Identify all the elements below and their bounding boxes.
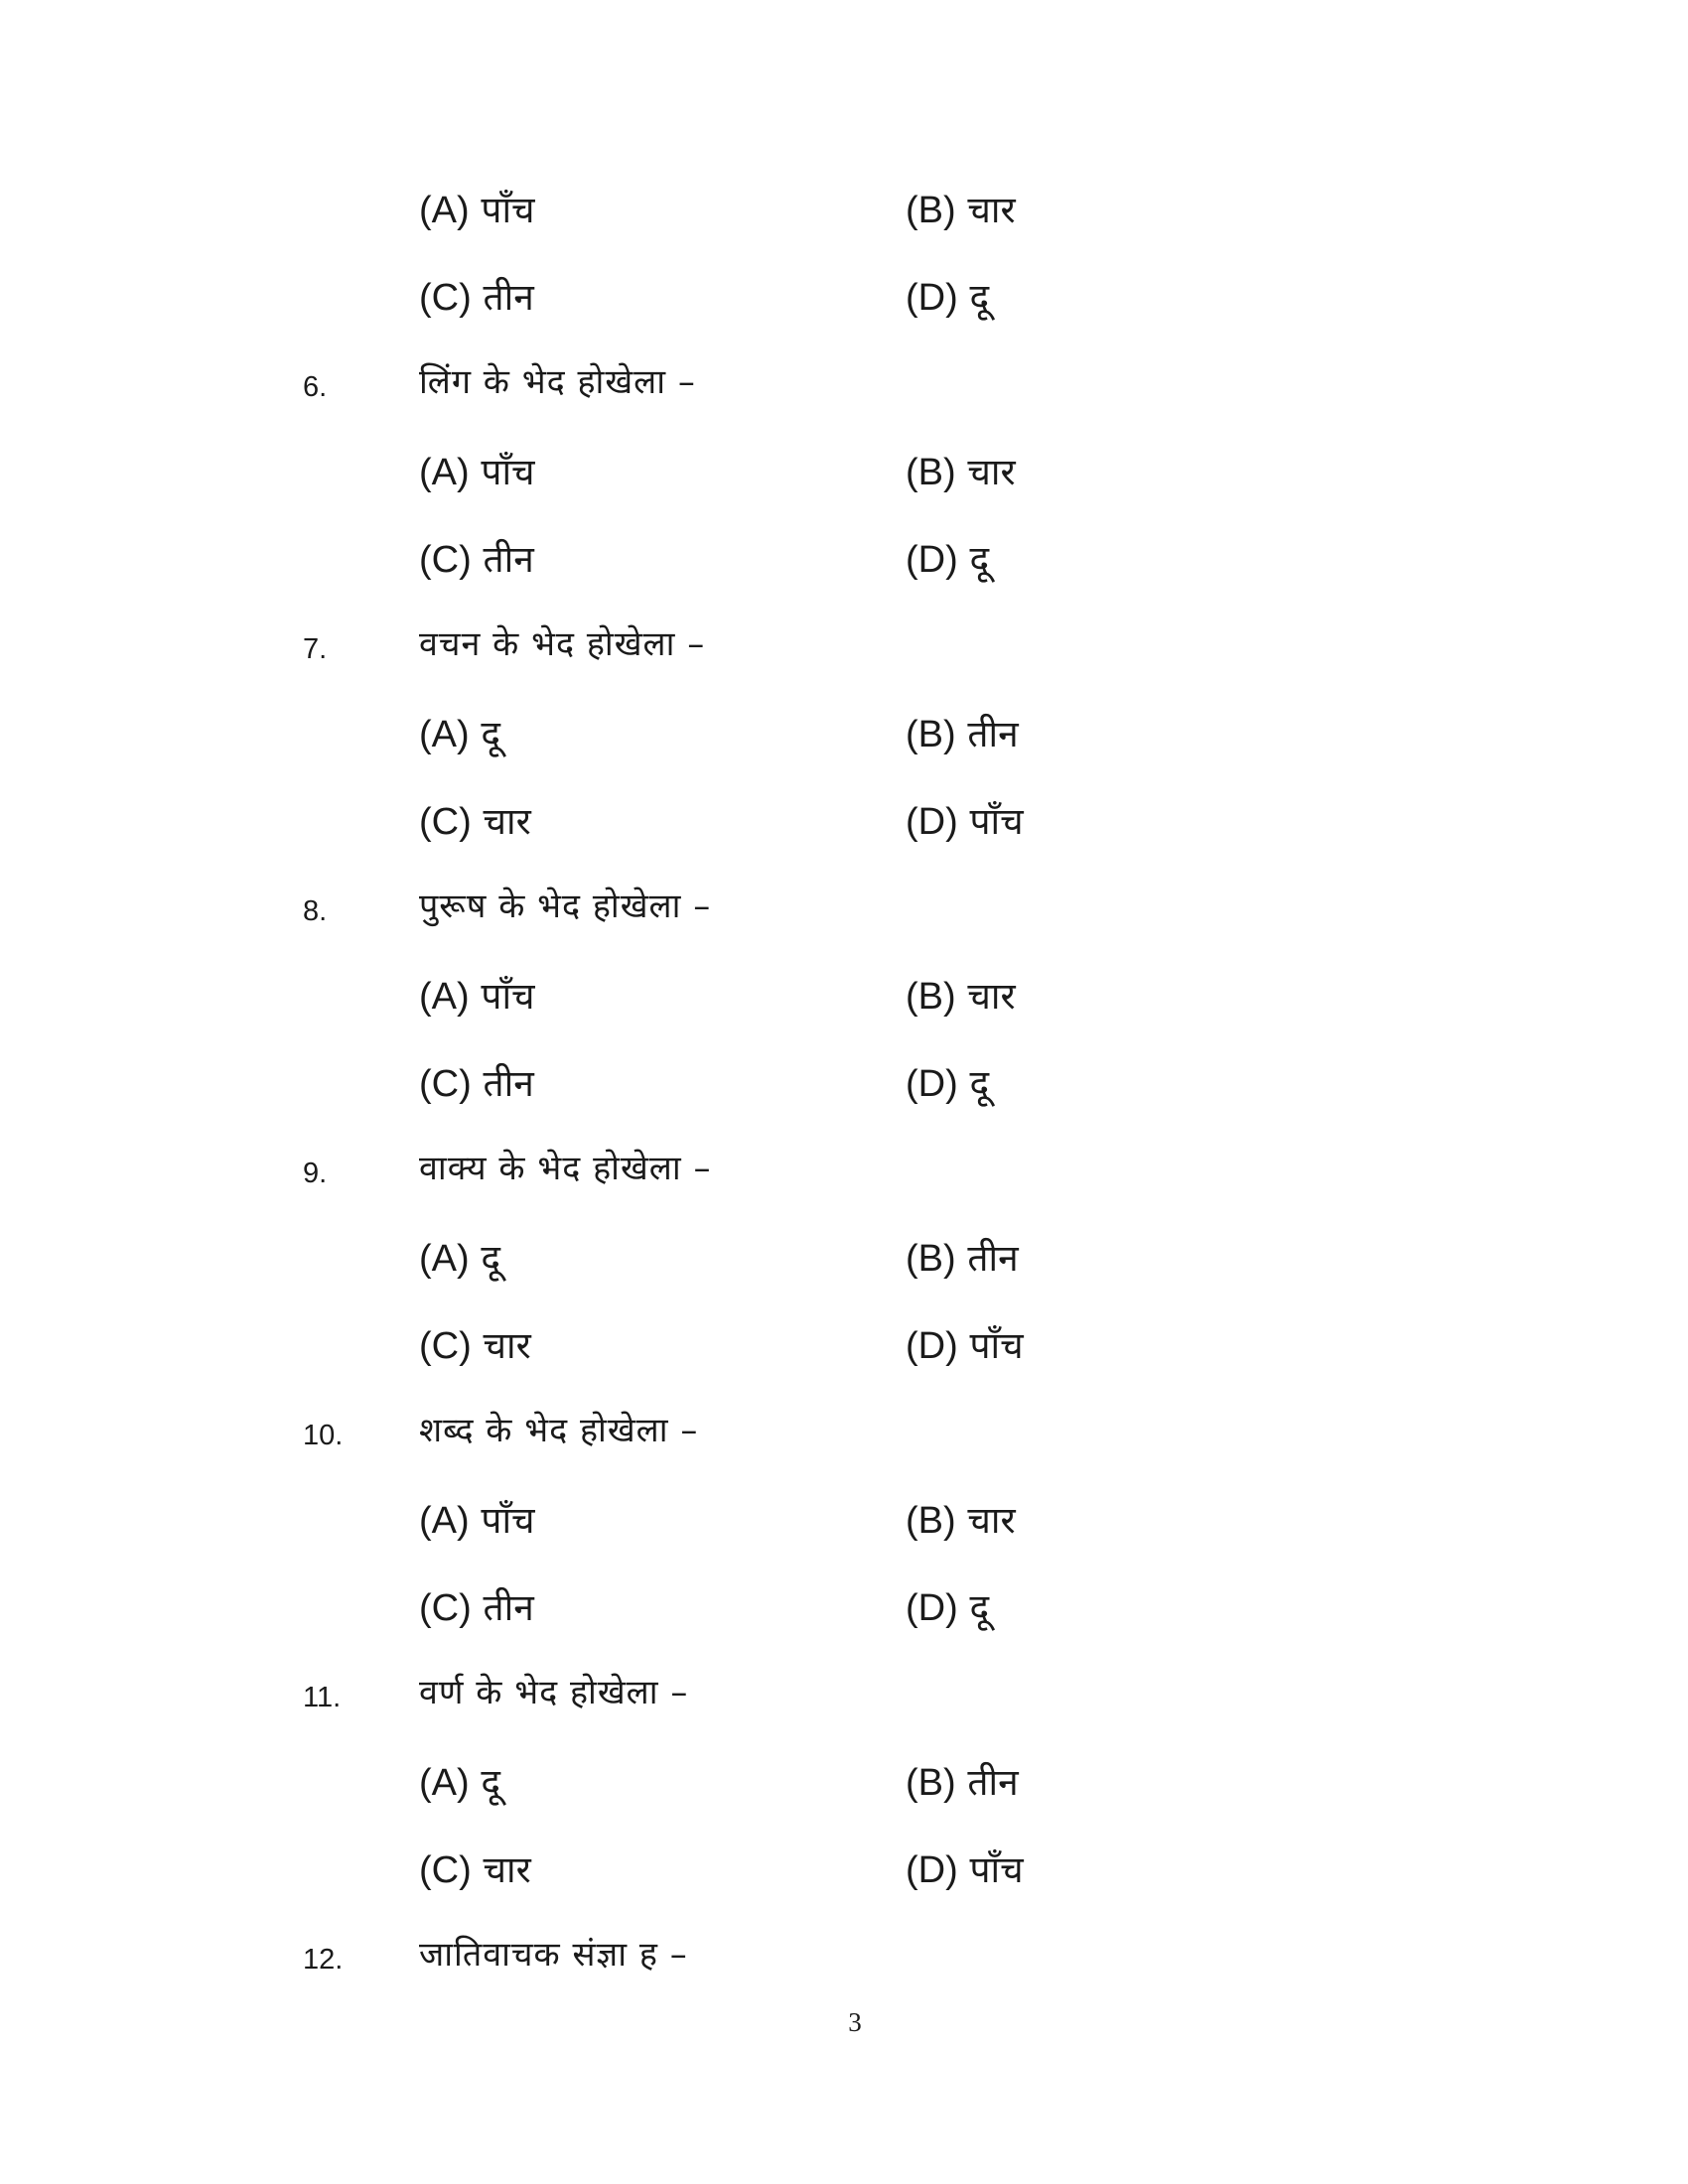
option-text: चार (483, 1848, 531, 1891)
option-text: पाँच (969, 1324, 1024, 1367)
option-d (906, 1580, 989, 1631)
option-row (0, 707, 1688, 766)
option-row (0, 969, 1688, 1028)
page-number: 3 (848, 2007, 862, 2037)
option-text: दू (969, 538, 990, 581)
question-row (0, 882, 1688, 941)
option-text: दू (969, 276, 990, 319)
option-label: (D) (906, 1849, 958, 1891)
option-label: (D) (906, 1063, 958, 1105)
question-text: शब्द के भेद होखेला – (419, 1411, 699, 1450)
option-c (419, 794, 531, 845)
option-label: (A) (419, 1762, 470, 1804)
option-b (906, 969, 1016, 1020)
option-text: पाँच (481, 189, 535, 231)
question-row (0, 619, 1688, 679)
option-label: (A) (419, 1238, 470, 1280)
option-label: (A) (419, 190, 470, 231)
question-number: 10. (303, 1420, 344, 1451)
option-row (0, 445, 1688, 504)
option-d (906, 794, 1024, 845)
option-d (906, 1843, 1024, 1893)
option-text: चार (967, 975, 1016, 1018)
option-text: दू (481, 1761, 501, 1804)
question-text: वचन के भेद होखेला – (419, 624, 706, 664)
option-text: चार (483, 800, 531, 843)
option-a (419, 1755, 500, 1806)
option-label: (C) (419, 1063, 472, 1105)
question-number: 6. (303, 371, 328, 403)
option-text: तीन (483, 1062, 534, 1105)
option-text: दू (481, 1237, 501, 1280)
question-text: लिंग के भेद होखेला – (419, 362, 696, 402)
option-c (419, 1318, 531, 1369)
option-label: (A) (419, 1500, 470, 1542)
question-number: 8. (303, 895, 328, 927)
option-text: चार (967, 1499, 1016, 1542)
question-text: वाक्य के भेद होखेला – (419, 1149, 712, 1188)
option-label: (B) (906, 190, 956, 231)
option-a (419, 1231, 500, 1282)
option-label: (B) (906, 452, 956, 493)
option-text: तीन (483, 1586, 534, 1629)
option-a (419, 707, 500, 757)
option-label: (D) (906, 1325, 958, 1367)
option-row (0, 1755, 1688, 1815)
option-row (0, 1580, 1688, 1640)
option-label: (D) (906, 277, 958, 319)
option-row (0, 1231, 1688, 1291)
option-text: तीन (967, 1761, 1019, 1804)
option-d (906, 1318, 1024, 1369)
option-d (906, 532, 989, 583)
option-b (906, 707, 1019, 757)
option-a (419, 445, 535, 495)
option-d (906, 1056, 989, 1107)
option-label: (A) (419, 976, 470, 1018)
option-label: (A) (419, 714, 470, 755)
option-c (419, 270, 534, 321)
option-row (0, 794, 1688, 854)
option-text: पाँच (969, 800, 1024, 843)
option-label: (D) (906, 1587, 958, 1629)
option-text: तीन (967, 1237, 1019, 1280)
option-c (419, 1056, 534, 1107)
question-number: 12. (303, 1944, 344, 1976)
option-text: तीन (967, 713, 1019, 755)
option-b (906, 1231, 1019, 1282)
option-c (419, 532, 534, 583)
option-row (0, 1843, 1688, 1902)
option-row (0, 183, 1688, 242)
option-label: (C) (419, 1325, 472, 1367)
option-row (0, 1056, 1688, 1116)
option-text: चार (967, 189, 1016, 231)
question-number: 11. (303, 1682, 342, 1713)
option-a (419, 1493, 535, 1544)
option-a (419, 183, 535, 233)
option-text: दू (481, 713, 501, 755)
option-text: तीन (483, 276, 534, 319)
option-label: (C) (419, 277, 472, 319)
option-text: दू (969, 1586, 990, 1629)
option-row (0, 270, 1688, 330)
question-row (0, 1930, 1688, 1989)
option-c (419, 1843, 531, 1893)
question-row (0, 1144, 1688, 1203)
question-row (0, 357, 1688, 417)
option-label: (B) (906, 976, 956, 1018)
option-text: पाँच (481, 451, 535, 493)
option-row (0, 532, 1688, 592)
option-text: तीन (483, 538, 534, 581)
option-b (906, 1493, 1016, 1544)
option-c (419, 1580, 534, 1631)
option-text: चार (967, 451, 1016, 493)
option-label: (B) (906, 1500, 956, 1542)
option-text: दू (969, 1062, 990, 1105)
option-label: (C) (419, 1587, 472, 1629)
question-text: जातिवाचक संज्ञा ह – (419, 1935, 688, 1975)
option-label: (B) (906, 1238, 956, 1280)
option-label: (C) (419, 801, 472, 843)
option-b (906, 445, 1016, 495)
option-label: (C) (419, 1849, 472, 1891)
option-label: (C) (419, 539, 472, 581)
question-number: 9. (303, 1158, 328, 1189)
option-label: (D) (906, 801, 958, 843)
option-label: (D) (906, 539, 958, 581)
question-text: पुरूष के भेद होखेला – (419, 887, 712, 926)
option-row (0, 1318, 1688, 1378)
question-row (0, 1406, 1688, 1465)
option-row (0, 1493, 1688, 1553)
option-a (419, 969, 535, 1020)
option-text: पाँच (969, 1848, 1024, 1891)
question-row (0, 1668, 1688, 1727)
question-number: 7. (303, 633, 328, 665)
option-b (906, 1755, 1019, 1806)
option-d (906, 270, 989, 321)
option-text: चार (483, 1324, 531, 1367)
option-b (906, 183, 1016, 233)
option-label: (B) (906, 1762, 956, 1804)
option-text: पाँच (481, 975, 535, 1018)
question-text: वर्ण के भेद होखेला – (419, 1673, 689, 1712)
option-label: (B) (906, 714, 956, 755)
option-label: (A) (419, 452, 470, 493)
option-text: पाँच (481, 1499, 535, 1542)
